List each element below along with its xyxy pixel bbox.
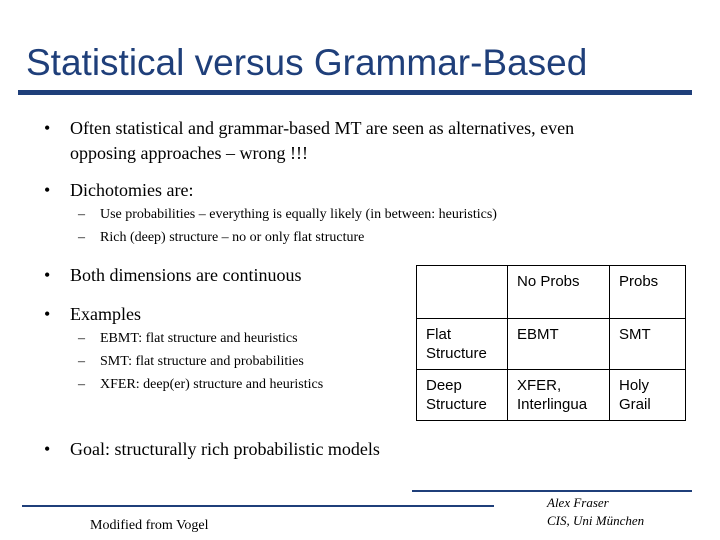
table-header-row — [417, 266, 686, 319]
table-row-label: Deep Structure — [417, 370, 508, 421]
bullet-icon: • — [44, 439, 51, 459]
table-row — [417, 319, 686, 370]
table-cell: Holy Grail — [610, 370, 686, 421]
table-cell: SMT — [610, 319, 686, 370]
dash-icon: – — [78, 377, 85, 392]
footer-credit: Modified from Vogel — [90, 518, 209, 533]
dash-icon: – — [78, 331, 85, 346]
table-cell: EBMT — [508, 319, 610, 370]
footer-author — [547, 494, 644, 530]
bullet-icon: • — [44, 265, 51, 285]
author-name: Alex Fraser — [547, 495, 609, 510]
bullet-text: Goal: structurally rich probabilistic models — [70, 439, 380, 459]
dash-icon: – — [78, 230, 85, 245]
bullet-text: Examples — [70, 304, 141, 324]
dash-icon: – — [78, 207, 85, 222]
dimensions-table — [416, 265, 686, 421]
table-row-label: Flat Structure — [417, 319, 508, 370]
footer-rule-left — [22, 505, 494, 507]
bullet-icon: • — [44, 304, 51, 324]
bullet-text: Dichotomies are: — [70, 180, 194, 200]
table-cell: XFER, Interlingua — [508, 370, 610, 421]
slide-title: Statistical versus Grammar-Based — [26, 42, 588, 83]
footer-rule-right — [412, 490, 692, 492]
bullet-text: Often statistical and grammar-based MT are seen as alternatives, even opposing approaches – wrong !!! — [70, 118, 575, 163]
bullet-icon: • — [44, 118, 51, 138]
table-row — [417, 370, 686, 421]
table-corner-cell — [417, 266, 508, 319]
dash-icon: – — [78, 354, 85, 369]
author-affiliation: CIS, Uni München — [547, 513, 645, 528]
table-header-probs: Probs — [610, 266, 686, 319]
table-header-no-probs: No Probs — [508, 266, 610, 319]
title-underline — [18, 90, 692, 95]
bullet-text: Both dimensions are continuous — [70, 265, 302, 285]
bullet-icon: • — [44, 180, 51, 200]
